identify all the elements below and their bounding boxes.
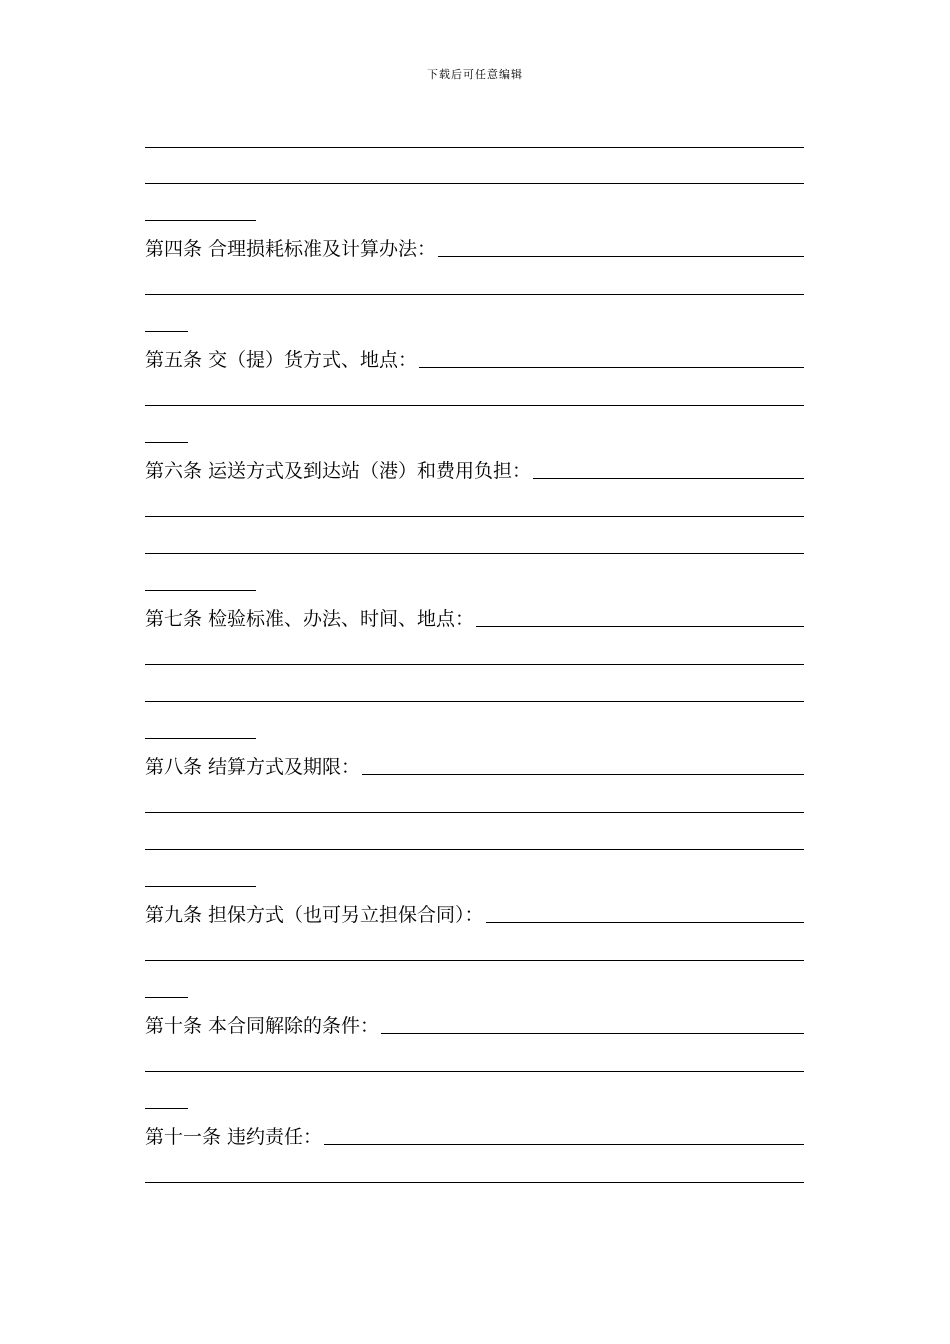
blank-line <box>145 553 804 554</box>
article-6 <box>145 454 804 482</box>
blank-line-end <box>145 738 256 739</box>
article-4-label: 第四条 合理损耗标准及计算办法： <box>145 238 437 260</box>
article-5-label: 第五条 交（提）货方式、地点： <box>145 349 418 371</box>
article-6-label: 第六条 运送方式及到达站（港）和费用负担： <box>145 460 532 482</box>
article-4 <box>145 232 804 260</box>
blank-line-end <box>145 1108 188 1109</box>
blank-line-end <box>145 997 188 998</box>
article-7-label: 第七条 检验标准、办法、时间、地点： <box>145 608 475 630</box>
blank-line-end <box>145 442 188 443</box>
article-11-blank <box>324 1144 804 1145</box>
blank-line-end <box>145 886 256 887</box>
blank-line <box>145 294 804 295</box>
blank-line <box>145 147 804 148</box>
blank-line <box>145 664 804 665</box>
blank-line <box>145 1071 804 1072</box>
blank-line-end <box>145 331 188 332</box>
article-6-blank <box>533 478 804 479</box>
blank-line <box>145 183 804 184</box>
article-7 <box>145 602 804 630</box>
article-10 <box>145 1009 804 1037</box>
article-9-label: 第九条 担保方式（也可另立担保合同）： <box>145 904 484 926</box>
blank-line <box>145 405 804 406</box>
blank-line <box>145 960 804 961</box>
blank-line <box>145 516 804 517</box>
article-10-blank <box>381 1033 804 1034</box>
article-8-label: 第八条 结算方式及期限： <box>145 756 361 778</box>
article-5 <box>145 343 804 371</box>
blank-line-end <box>145 220 256 221</box>
page-header: 下载后可任意编辑 <box>427 68 523 81</box>
article-9 <box>145 898 804 926</box>
article-11-label: 第十一条 违约责任： <box>145 1126 323 1148</box>
blank-line <box>145 812 804 813</box>
blank-line <box>145 849 804 850</box>
blank-line <box>145 1182 804 1183</box>
article-9-blank <box>486 922 804 923</box>
article-7-blank <box>476 626 804 627</box>
article-8-blank <box>362 774 804 775</box>
blank-line <box>145 701 804 702</box>
article-11 <box>145 1120 804 1148</box>
article-5-blank <box>419 367 804 368</box>
article-4-blank <box>438 256 804 257</box>
blank-line-end <box>145 590 256 591</box>
article-8 <box>145 750 804 778</box>
article-10-label: 第十条 本合同解除的条件： <box>145 1015 380 1037</box>
